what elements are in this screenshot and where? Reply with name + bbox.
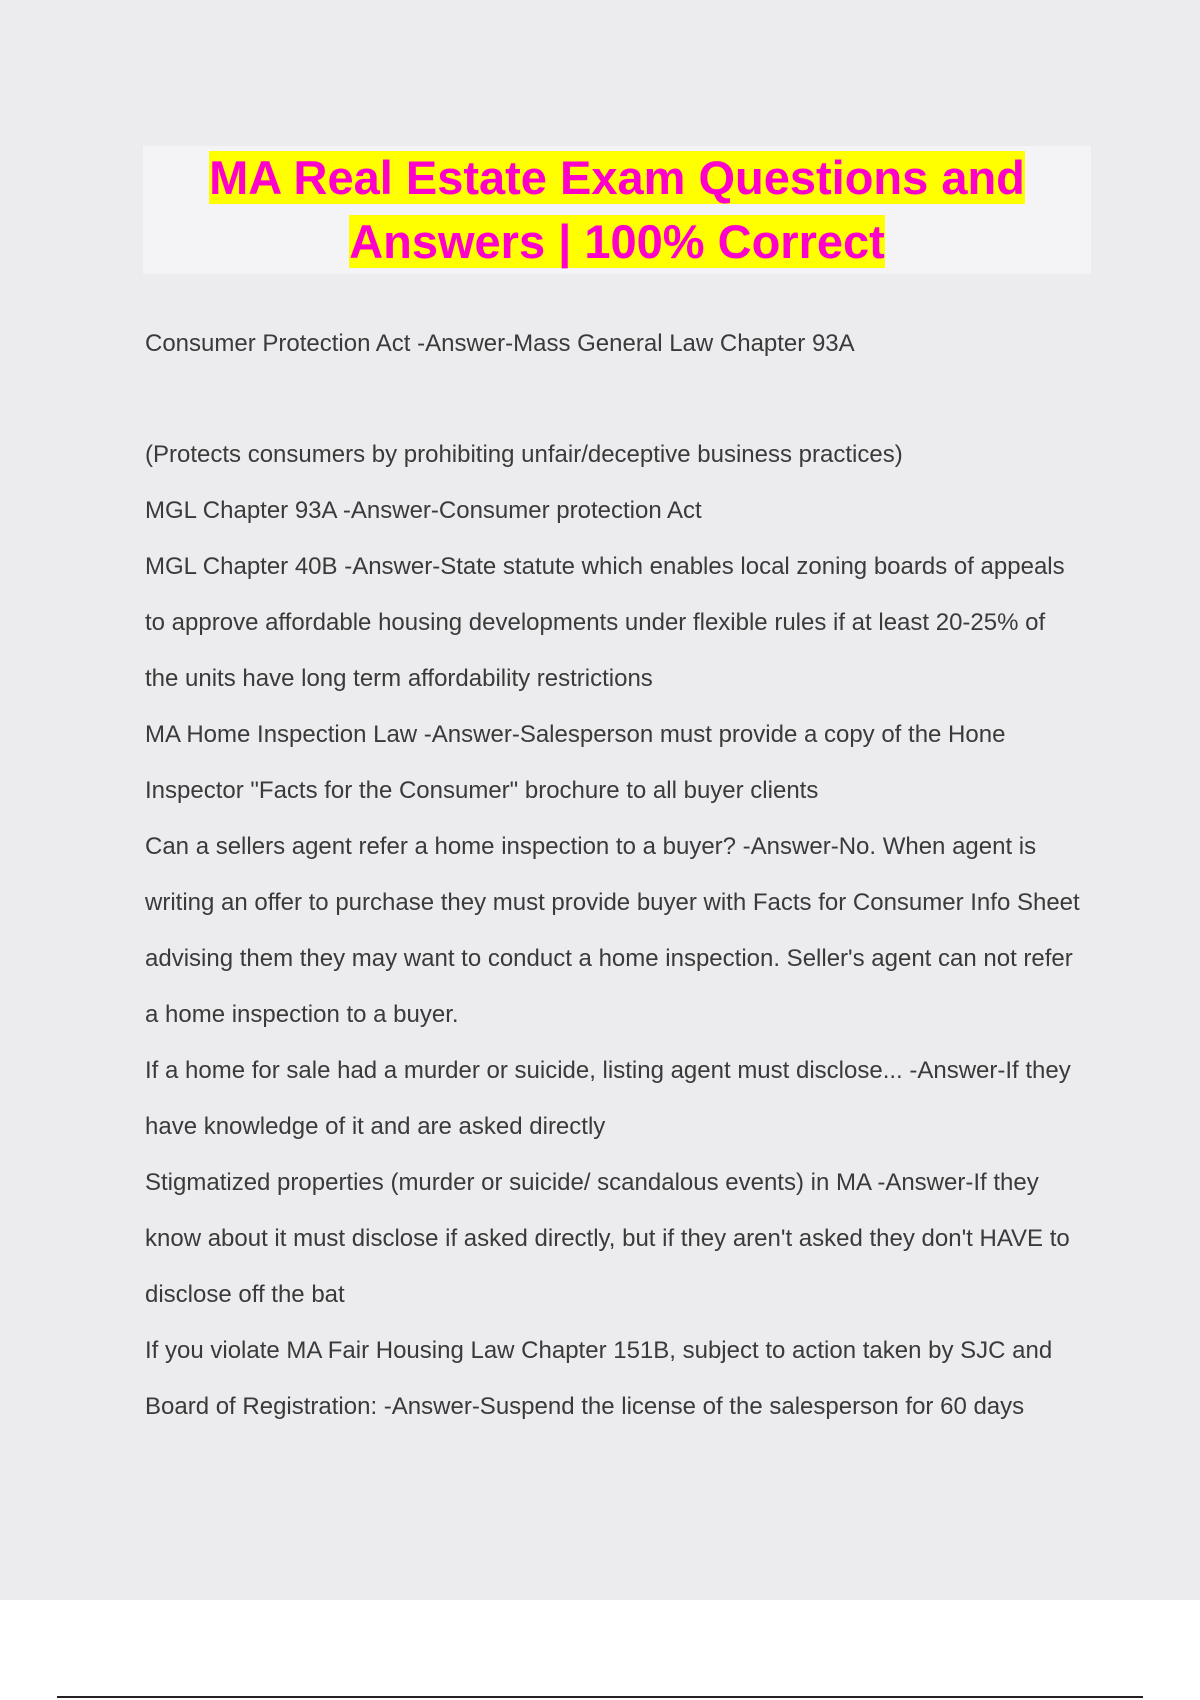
body-line: MA Home Inspection Law -Answer-Salesperson must provide a copy of the Hone xyxy=(145,721,1006,748)
body-line: know about it must disclose if asked directly, but if they aren't asked they don't HAVE to xyxy=(145,1225,1070,1252)
body-line: (Protects consumers by prohibiting unfair/deceptive business practices) xyxy=(145,441,903,468)
body-line: If a home for sale had a murder or suicide, listing agent must disclose... -Answer-If they xyxy=(145,1057,1071,1084)
body-line: Consumer Protection Act -Answer-Mass General Law Chapter 93A xyxy=(145,330,855,357)
body-line: Can a sellers agent refer a home inspection to a buyer? -Answer-No. When agent is xyxy=(145,833,1037,860)
document-body xyxy=(145,324,1095,1443)
body-line: MGL Chapter 40B -Answer-State statute which enables local zoning boards of appeals xyxy=(145,553,1065,580)
body-line: MGL Chapter 93A -Answer-Consumer protection Act xyxy=(145,497,702,524)
body-line: writing an offer to purchase they must provide buyer with Facts for Consumer Info Sheet xyxy=(145,889,1080,916)
body-line: Board of Registration: -Answer-Suspend the license of the salesperson for 60 days xyxy=(145,1393,1025,1420)
document-title-line-1: MA Real Estate Exam Questions and xyxy=(209,151,1025,204)
body-line: the units have long term affordability restrictions xyxy=(145,665,653,692)
body-line: advising them they may want to conduct a home inspection. Seller's agent can not refer xyxy=(145,945,1073,972)
body-line: Inspector "Facts for the Consumer" brochure to all buyer clients xyxy=(145,777,819,804)
body-line: a home inspection to a buyer. xyxy=(145,1001,459,1028)
body-line: If you violate MA Fair Housing Law Chapter 151B, subject to action taken by SJC and xyxy=(145,1337,1053,1364)
document-title-line-2: Answers | 100% Correct xyxy=(349,215,885,268)
body-line: disclose off the bat xyxy=(145,1281,345,1308)
body-line: to approve affordable housing developments under flexible rules if at least 20-25% of xyxy=(145,609,1046,636)
body-line: have knowledge of it and are asked directly xyxy=(145,1113,606,1140)
body-line: Stigmatized properties (murder or suicide/ scandalous events) in MA -Answer-If they xyxy=(145,1169,1039,1196)
paragraph-gap xyxy=(145,380,1095,435)
title-block xyxy=(143,146,1091,274)
page-divider-line xyxy=(57,1696,1143,1698)
